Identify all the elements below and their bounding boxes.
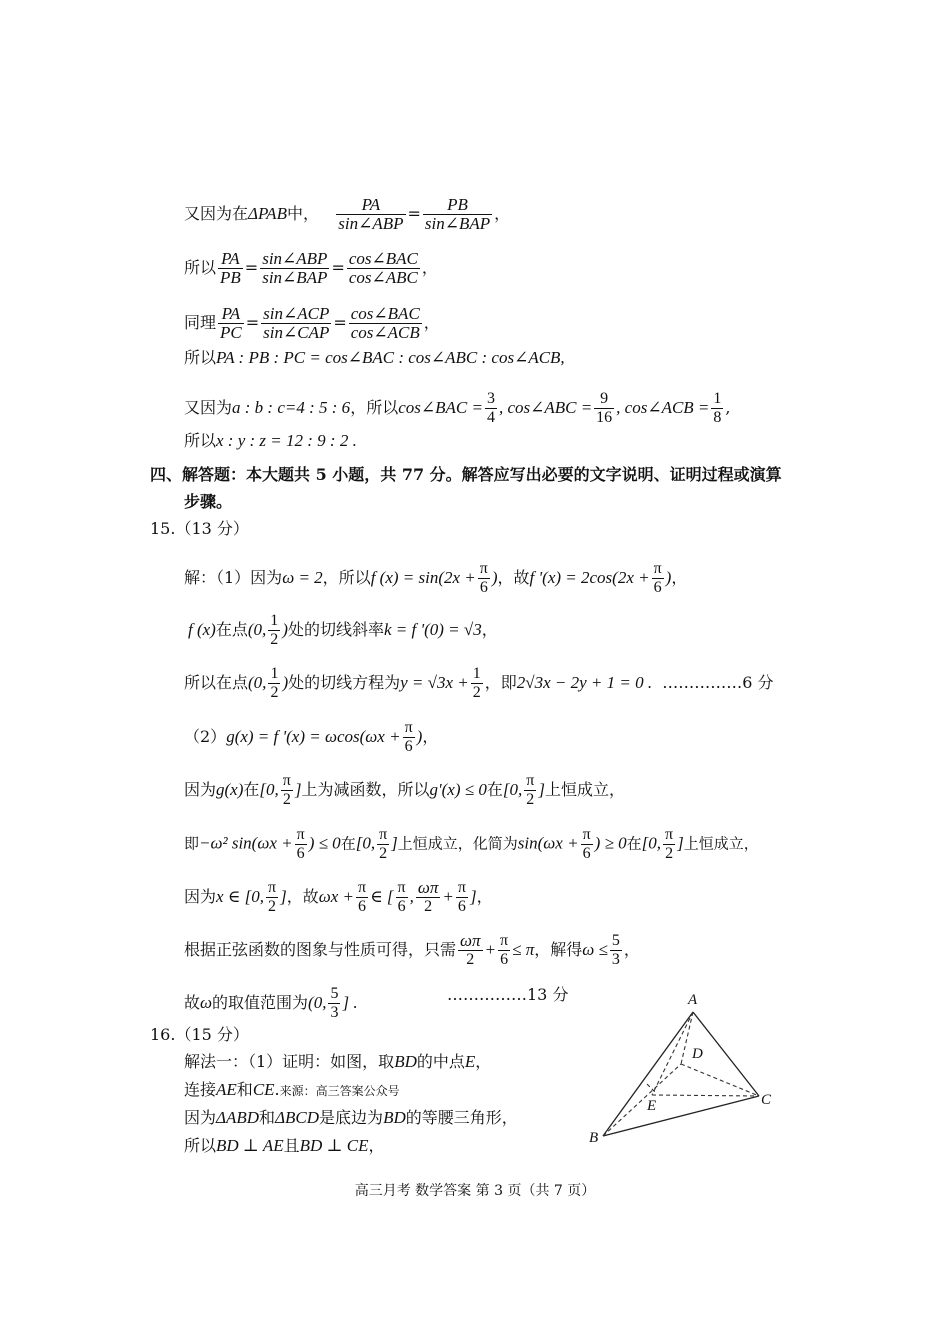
fraction: $\frac{\pi}{6}$ bbox=[479, 560, 488, 596]
fraction: $\frac{PA}{PB}$ bbox=[220, 249, 241, 287]
q16-line-3: 因为ΔABD和ΔBCD是底边为BD的等腰三角形， bbox=[184, 1108, 518, 1127]
line-2: 所以 $\frac{PA}{PB}$ = $\frac{\text{sin∠ABP}}{\text{sin∠BAP}}$ = $\frac{\text{cos∠BAC}}{\text{cos∠ABC}}$ ， bbox=[184, 249, 438, 287]
question-15-label: 15.（13 分） bbox=[150, 519, 249, 538]
fraction: $\frac{\pi}{2}$ bbox=[526, 772, 535, 808]
q15-line-4: （2）g(x) = f '(x) = ωcos(ωx + $\frac{\pi}{6}$ )， bbox=[184, 719, 439, 755]
line-6: 所以x : y : z = 12 : 9 : 2 . bbox=[184, 431, 357, 450]
line-4: 所以PA : PB : PC = cos∠BAC : cos∠ABC : cos∠ACB, bbox=[184, 348, 565, 367]
fraction: $\frac{5}{3}$ bbox=[611, 932, 620, 968]
q16-line-1: 解法一：（1）证明：如图，取BD的中点E， bbox=[184, 1052, 492, 1071]
segment-ce bbox=[652, 1095, 759, 1096]
vertex-label-d: D bbox=[692, 1046, 703, 1062]
fraction: $\frac{\text{cos∠BAC}}{\text{cos∠ACB}}$ bbox=[350, 304, 420, 342]
question-16-label: 16.（15 分） bbox=[150, 1025, 249, 1044]
fraction: $\frac{9}{16}$ bbox=[596, 390, 613, 426]
fraction: $\frac{\pi}{2}$ bbox=[282, 772, 291, 808]
fraction: $\frac{\text{sin∠ABP}}{\text{sin∠BAP}}$ bbox=[262, 249, 328, 287]
vertex-label-a: A bbox=[688, 992, 698, 1008]
fraction: $\frac{\pi}{2}$ bbox=[268, 879, 277, 915]
fraction: $\frac{\omega\pi}{2}$ bbox=[417, 878, 439, 915]
line-3: 同理 $\frac{PA}{PC}$ = $\frac{\text{sin∠ACP}}{\text{sin∠CAP}}$ = $\frac{\text{cos∠BAC}}{\text{cos∠ACB}}$ ， bbox=[184, 304, 440, 342]
fraction: $\frac{\text{cos∠BAC}}{\text{cos∠ABC}}$ bbox=[348, 249, 418, 287]
line-1: 又因为在ΔPAB中， $\frac{PA}{\text{sin∠ABP}}$ = $\frac{PB}{\text{sin∠BAP}}$ ， bbox=[184, 195, 511, 233]
line-5: 又因为a : b : c=4 : 5 : 6，所以cos∠BAC = $\frac{3}{4}$ , cos∠ABC = $\frac{9}{16}$ , cos∠ACB = $\frac{1}{8}$ , bbox=[184, 390, 731, 426]
edge-bd bbox=[603, 1064, 681, 1136]
fraction: $\frac{5}{3}$ bbox=[330, 985, 339, 1021]
score-marker: ……………13 分 bbox=[447, 985, 569, 1004]
fraction: $\frac{\pi}{2}$ bbox=[665, 826, 674, 862]
q16-line-2: 连接AE和CE.来源：高三答案公众号 bbox=[184, 1080, 400, 1099]
q15-line-7: 因为x ∈ [0, $\frac{\pi}{2}$ ]，故ωx + $\frac{\pi}{6}$ ∈ [ $\frac{\pi}{6}$ , $\frac{\omega\pi}{2}$ + $\frac{\pi}{6}$ ]， bbox=[184, 878, 493, 915]
q15-line-9: 故ω的取值范围为(0, $\frac{5}{3}$ ] . bbox=[184, 985, 358, 1021]
source-note: 来源：高三答案公众号 bbox=[279, 1084, 400, 1098]
fraction: $\frac{\pi}{6}$ bbox=[582, 826, 591, 862]
fraction: $\frac{3}{4}$ bbox=[486, 390, 495, 426]
edge-bc bbox=[603, 1096, 759, 1136]
fraction: $\frac{1}{2}$ bbox=[270, 665, 279, 701]
edge-dc bbox=[681, 1064, 759, 1096]
vertex-label-c: C bbox=[761, 1092, 772, 1108]
edge-ac bbox=[693, 1012, 759, 1096]
fraction: $\frac{PA}{PC}$ bbox=[220, 304, 242, 342]
q15-line-1: 解：（1）因为ω = 2，所以f (x) = sin(2x + $\frac{\pi}{6}$ )，故f '(x) = 2cos(2x + $\frac{\pi}{6}$ )， bbox=[184, 560, 688, 596]
q15-line-8: 根据正弦函数的图象与性质可得，只需 $\frac{\omega\pi}{2}$ + $\frac{\pi}{6}$ ≤ π，解得ω ≤ $\frac{5}{3}$ ， bbox=[184, 931, 640, 968]
score-marker: ……………6 分 bbox=[662, 673, 774, 692]
fraction: $\frac{1}{2}$ bbox=[472, 665, 481, 701]
q16-line-4: 所以BD ⊥ AE且BD ⊥ CE， bbox=[184, 1136, 385, 1155]
vertex-label-b: B bbox=[589, 1130, 599, 1146]
fraction: $\frac{\pi}{2}$ bbox=[379, 826, 388, 862]
point-label-e: E bbox=[647, 1098, 657, 1114]
fraction: $\frac{\pi}{6}$ bbox=[653, 560, 662, 596]
fraction: $\frac{PA}{\text{sin∠ABP}}$ bbox=[338, 195, 404, 233]
fraction: $\frac{1}{8}$ bbox=[713, 390, 722, 426]
fraction: $\frac{\pi}{6}$ bbox=[404, 719, 413, 755]
page-footer: 高三月考 数学答案 第 3 页（共 7 页） bbox=[354, 1183, 596, 1199]
q15-line-2: f (x)在点(0, $\frac{1}{2}$ )处的切线斜率k = f '(0) = √3， bbox=[188, 612, 498, 648]
fraction: $\frac{\pi}{6}$ bbox=[500, 932, 509, 968]
tetrahedron-figure bbox=[585, 990, 785, 1150]
fraction: $\frac{\omega\pi}{2}$ bbox=[460, 931, 481, 968]
fraction: $\frac{\pi}{6}$ bbox=[358, 879, 367, 915]
fraction: $\frac{\pi}{6}$ bbox=[296, 826, 305, 862]
edge-ab bbox=[603, 1012, 693, 1136]
section-heading: 四、解答题：本大题共 5 小题，共 77 分。解答应写出必要的文字说明、证明过程或演算 bbox=[150, 465, 782, 484]
segment-ae bbox=[652, 1012, 693, 1095]
fraction: $\frac{\text{sin∠ACP}}{\text{sin∠CAP}}$ bbox=[263, 304, 330, 342]
fraction: $\frac{\pi}{6}$ bbox=[397, 879, 406, 915]
fraction: $\frac{1}{2}$ bbox=[270, 612, 279, 648]
right-angle-mark bbox=[647, 1084, 655, 1092]
fraction: $\frac{\pi}{6}$ bbox=[457, 879, 466, 915]
q15-line-3: 所以在点(0, $\frac{1}{2}$ )处的切线方程为y = √3x + $\frac{1}{2}$ ，即2√3x − 2y + 1 = 0 . ……………6 分 bbox=[184, 665, 774, 701]
fraction: $\frac{PB}{\text{sin∠BAP}}$ bbox=[424, 195, 491, 233]
q15-line-5: 因为g(x)在[0, $\frac{\pi}{2}$ ]上为减函数，所以g'(x) ≤ 0在[0, $\frac{\pi}{2}$ ]上恒成立， bbox=[184, 772, 625, 808]
q15-line-6: 即−ω² sin(ωx + $\frac{\pi}{6}$ ) ≤ 0在[0, $\frac{\pi}{2}$ ]上恒成立，化简为sin(ωx + $\frac{\pi}{6}$ ) ≥ 0在[0, $\frac{\pi}{2}$ ]上恒成立， bbox=[184, 826, 759, 862]
section-heading-cont: 步骤。 bbox=[184, 492, 233, 511]
